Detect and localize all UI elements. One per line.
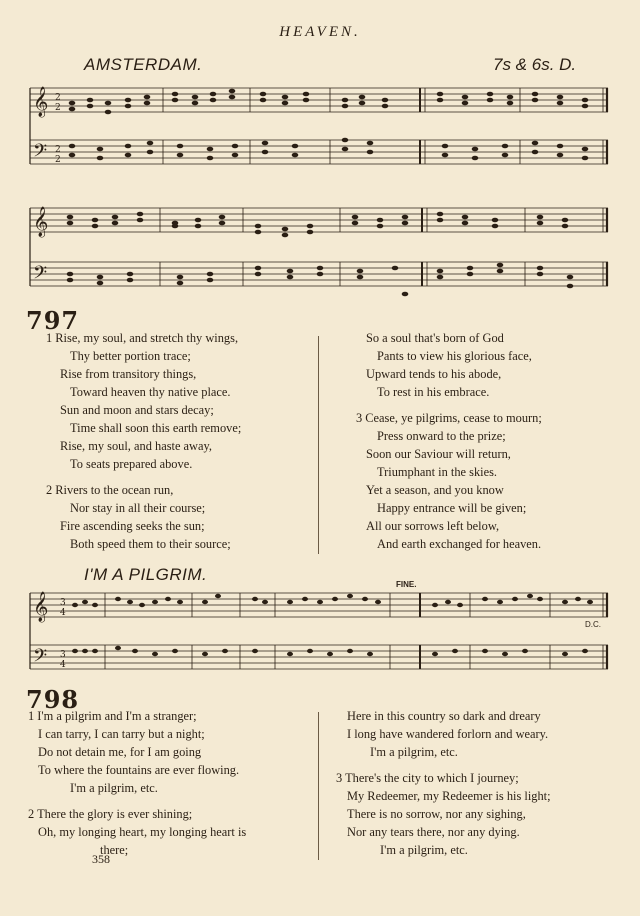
verse-line: 3 Cease, ye pilgrims, cease to mourn; (356, 411, 542, 425)
svg-text:4: 4 (60, 660, 66, 670)
svg-text:4: 4 (60, 608, 66, 618)
verse-line: And earth exchanged for heaven. (377, 537, 542, 551)
dc-marking: D.C. (585, 620, 601, 629)
verse-line: Toward heaven thy native place. (70, 385, 231, 399)
svg-text:𝄞: 𝄞 (33, 592, 49, 622)
svg-text:3: 3 (60, 650, 66, 660)
verse-line: there; (100, 843, 129, 857)
tune-meter: 7s & 6s. D. (493, 55, 577, 74)
svg-text:3: 3 (60, 598, 66, 608)
verse-line: Nor stay in all their course; (70, 501, 206, 515)
music-system-1 (0, 80, 640, 180)
verse-line: I'm a pilgrim, etc. (370, 745, 458, 759)
verse-line: Sun and moon and stars decay; (60, 403, 214, 417)
verse-line: To seats prepared above. (70, 457, 193, 471)
tune-name-pilgrim: I'M A PILGRIM. (84, 565, 208, 584)
svg-text:𝄢: 𝄢 (33, 141, 48, 166)
verse-line: I long have wandered forlorn and weary. (347, 727, 549, 741)
music-system-2 (0, 200, 640, 300)
verse-line: Nor any tears there, nor any dying. (347, 825, 520, 839)
verse-line: Oh, my longing heart, my longing heart is (38, 825, 247, 839)
verse-line: My Redeemer, my Redeemer is his light; (347, 789, 551, 803)
verse-line: All our sorrows left below, (366, 519, 500, 533)
verse-line: I'm a pilgrim, etc. (70, 781, 158, 795)
verse-line: Upward tends to his abode, (366, 367, 502, 381)
svg-text:𝄞: 𝄞 (33, 87, 49, 117)
verse-line: Rise from transitory things, (60, 367, 197, 381)
verse-line: Soon our Saviour will return, (366, 447, 511, 461)
verse-line: I'm a pilgrim, etc. (380, 843, 468, 857)
column-divider (318, 336, 319, 554)
fine-marking: FINE. (396, 580, 417, 589)
verse-line: Thy better portion trace; (70, 349, 191, 363)
svg-text:2: 2 (55, 145, 61, 155)
verse-line: Triumphant in the skies. (377, 465, 498, 479)
hymn-number-798: 798 (26, 685, 80, 714)
svg-text:2: 2 (55, 93, 61, 103)
verse-line: Happy entrance will be given; (377, 501, 527, 515)
svg-text:𝄢: 𝄢 (33, 646, 48, 671)
verse-line: To rest in his embrace. (377, 385, 490, 399)
page-header: HEAVEN. (279, 24, 361, 40)
verse-line: 2 There the glory is ever shining; (28, 807, 193, 821)
verse-line: Both speed them to their source; (70, 537, 231, 551)
svg-text:2: 2 (55, 103, 61, 113)
tune-name-amsterdam: AMSTERDAM. (84, 55, 203, 74)
svg-text:2: 2 (55, 155, 61, 165)
svg-text:𝄢: 𝄢 (33, 263, 48, 288)
verse-line: Yet a season, and you know (366, 483, 504, 497)
verse-line: Press onward to the prize; (377, 429, 506, 443)
hymn-number-797: 797 (26, 306, 80, 335)
verse-line: So a soul that's born of God (366, 331, 504, 345)
music-system-3 (0, 585, 640, 685)
verse-line: I can tarry, I can tarry but a night; (38, 727, 205, 741)
verse-line: To where the fountains are ever flowing. (38, 763, 240, 777)
verse-line: Pants to view his glorious face, (377, 349, 532, 363)
verse-line: 3 There's the city to which I journey; (336, 771, 519, 785)
verse-line: 2 Rivers to the ocean run, (46, 483, 174, 497)
svg-text:𝄞: 𝄞 (33, 207, 49, 237)
verse-line: 1 Rise, my soul, and stretch thy wings, (46, 331, 239, 345)
verse-line: Fire ascending seeks the sun; (60, 519, 205, 533)
verse-line: Rise, my soul, and haste away, (60, 439, 212, 453)
verse-line: Here in this country so dark and dreary (347, 709, 541, 723)
verse-line: There is no sorrow, nor any sighing, (347, 807, 526, 821)
verse-line: 1 I'm a pilgrim and I'm a stranger; (28, 709, 197, 723)
verse-line: Do not detain me, for I am going (38, 745, 202, 759)
verse-line: Time shall soon this earth remove; (70, 421, 242, 435)
column-divider (318, 712, 319, 860)
page-number: 358 (92, 852, 110, 866)
